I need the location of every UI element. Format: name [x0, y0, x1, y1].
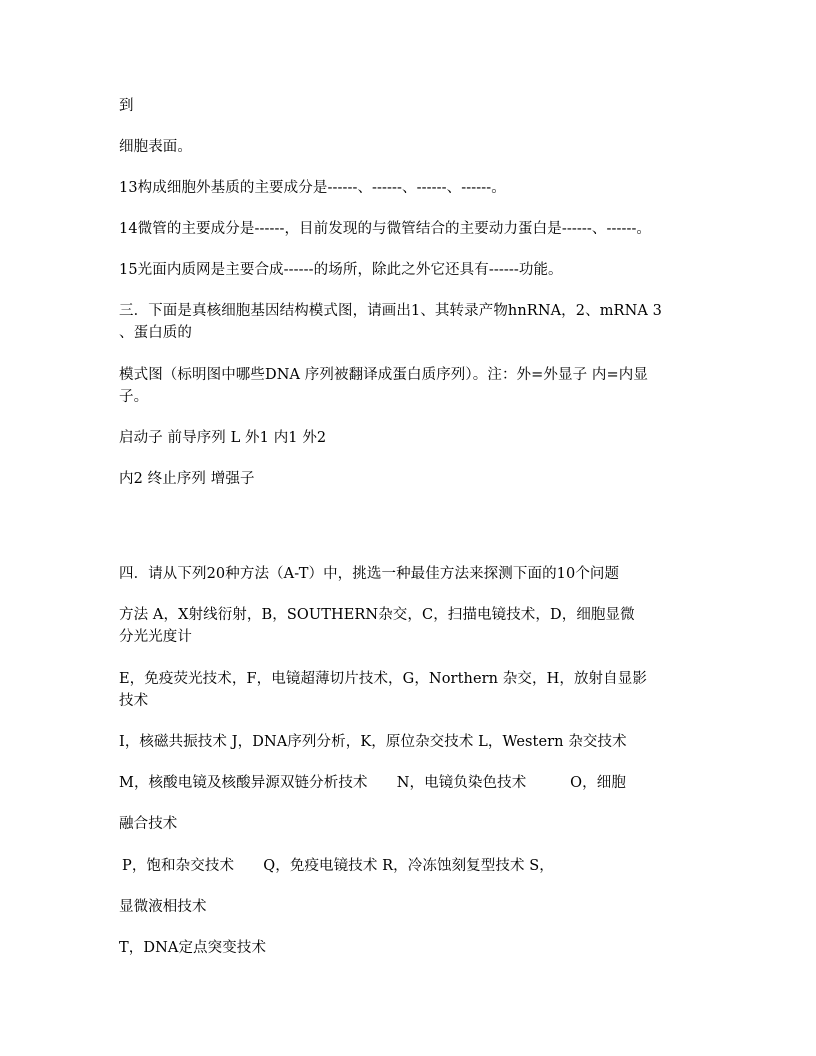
methods-p-s: P，饱和杂交技术 Q，免疫电镜技术 R，冷冻蚀刻复型技术 S，: [122, 858, 554, 874]
section-3-instruction: 模式图（标明图中哪些DNA 序列被翻译成蛋白质序列）。注：外=外显子 内=内显: [119, 367, 648, 383]
methods-i-l: I，核磁共振技术 J，DNA序列分析，K，原位杂交技术 L，Western 杂交技术: [119, 734, 627, 750]
gene-structure-labels-1: 启动子 前导序列 L 外1 内1 外2: [119, 430, 327, 446]
text-line-continuation: 到: [119, 98, 134, 114]
methods-m-o-cont: 融合技术: [119, 816, 178, 832]
methods-e-h: E，免疫荧光技术，F，电镜超薄切片技术，G，Northern 杂交，H，放射自显影: [119, 671, 647, 687]
methods-p-s-cont: 显微液相技术: [119, 899, 207, 915]
question-14: 14微管的主要成分是------，目前发现的与微管结合的主要动力蛋白是------、------。: [119, 221, 652, 237]
section-3-heading: 三．下面是真核细胞基因结构模式图，请画出1、其转录产物hnRNA，2、mRNA 3: [119, 303, 662, 319]
methods-e-h-cont: 技术: [119, 693, 149, 709]
text-line-cell-surface: 细胞表面。: [119, 139, 192, 155]
section-4-heading: 四．请从下列20种方法（A-T）中，挑选一种最佳方法来探测下面的10个问题: [119, 566, 620, 582]
methods-t: T，DNA定点突变技术: [119, 940, 267, 956]
methods-m-o: M，核酸电镜及核酸异源双链分析技术 N，电镜负染色技术 O，细胞: [119, 775, 626, 791]
question-13: 13构成细胞外基质的主要成分是------、------、------、------。: [119, 180, 506, 196]
gene-structure-labels-2: 内2 终止序列 增强子: [119, 471, 255, 487]
section-3-instruction-cont: 子。: [119, 389, 149, 405]
methods-a-d-cont: 分光光度计: [119, 629, 192, 645]
question-15: 15光面内质网是主要合成------的场所，除此之外它还具有------功能。: [119, 262, 563, 278]
section-3-heading-cont: 、蛋白质的: [119, 325, 192, 341]
methods-a-d: 方法 A，X射线衍射，B，SOUTHERN杂交，C，扫描电镜技术，D，细胞显微: [119, 607, 635, 623]
